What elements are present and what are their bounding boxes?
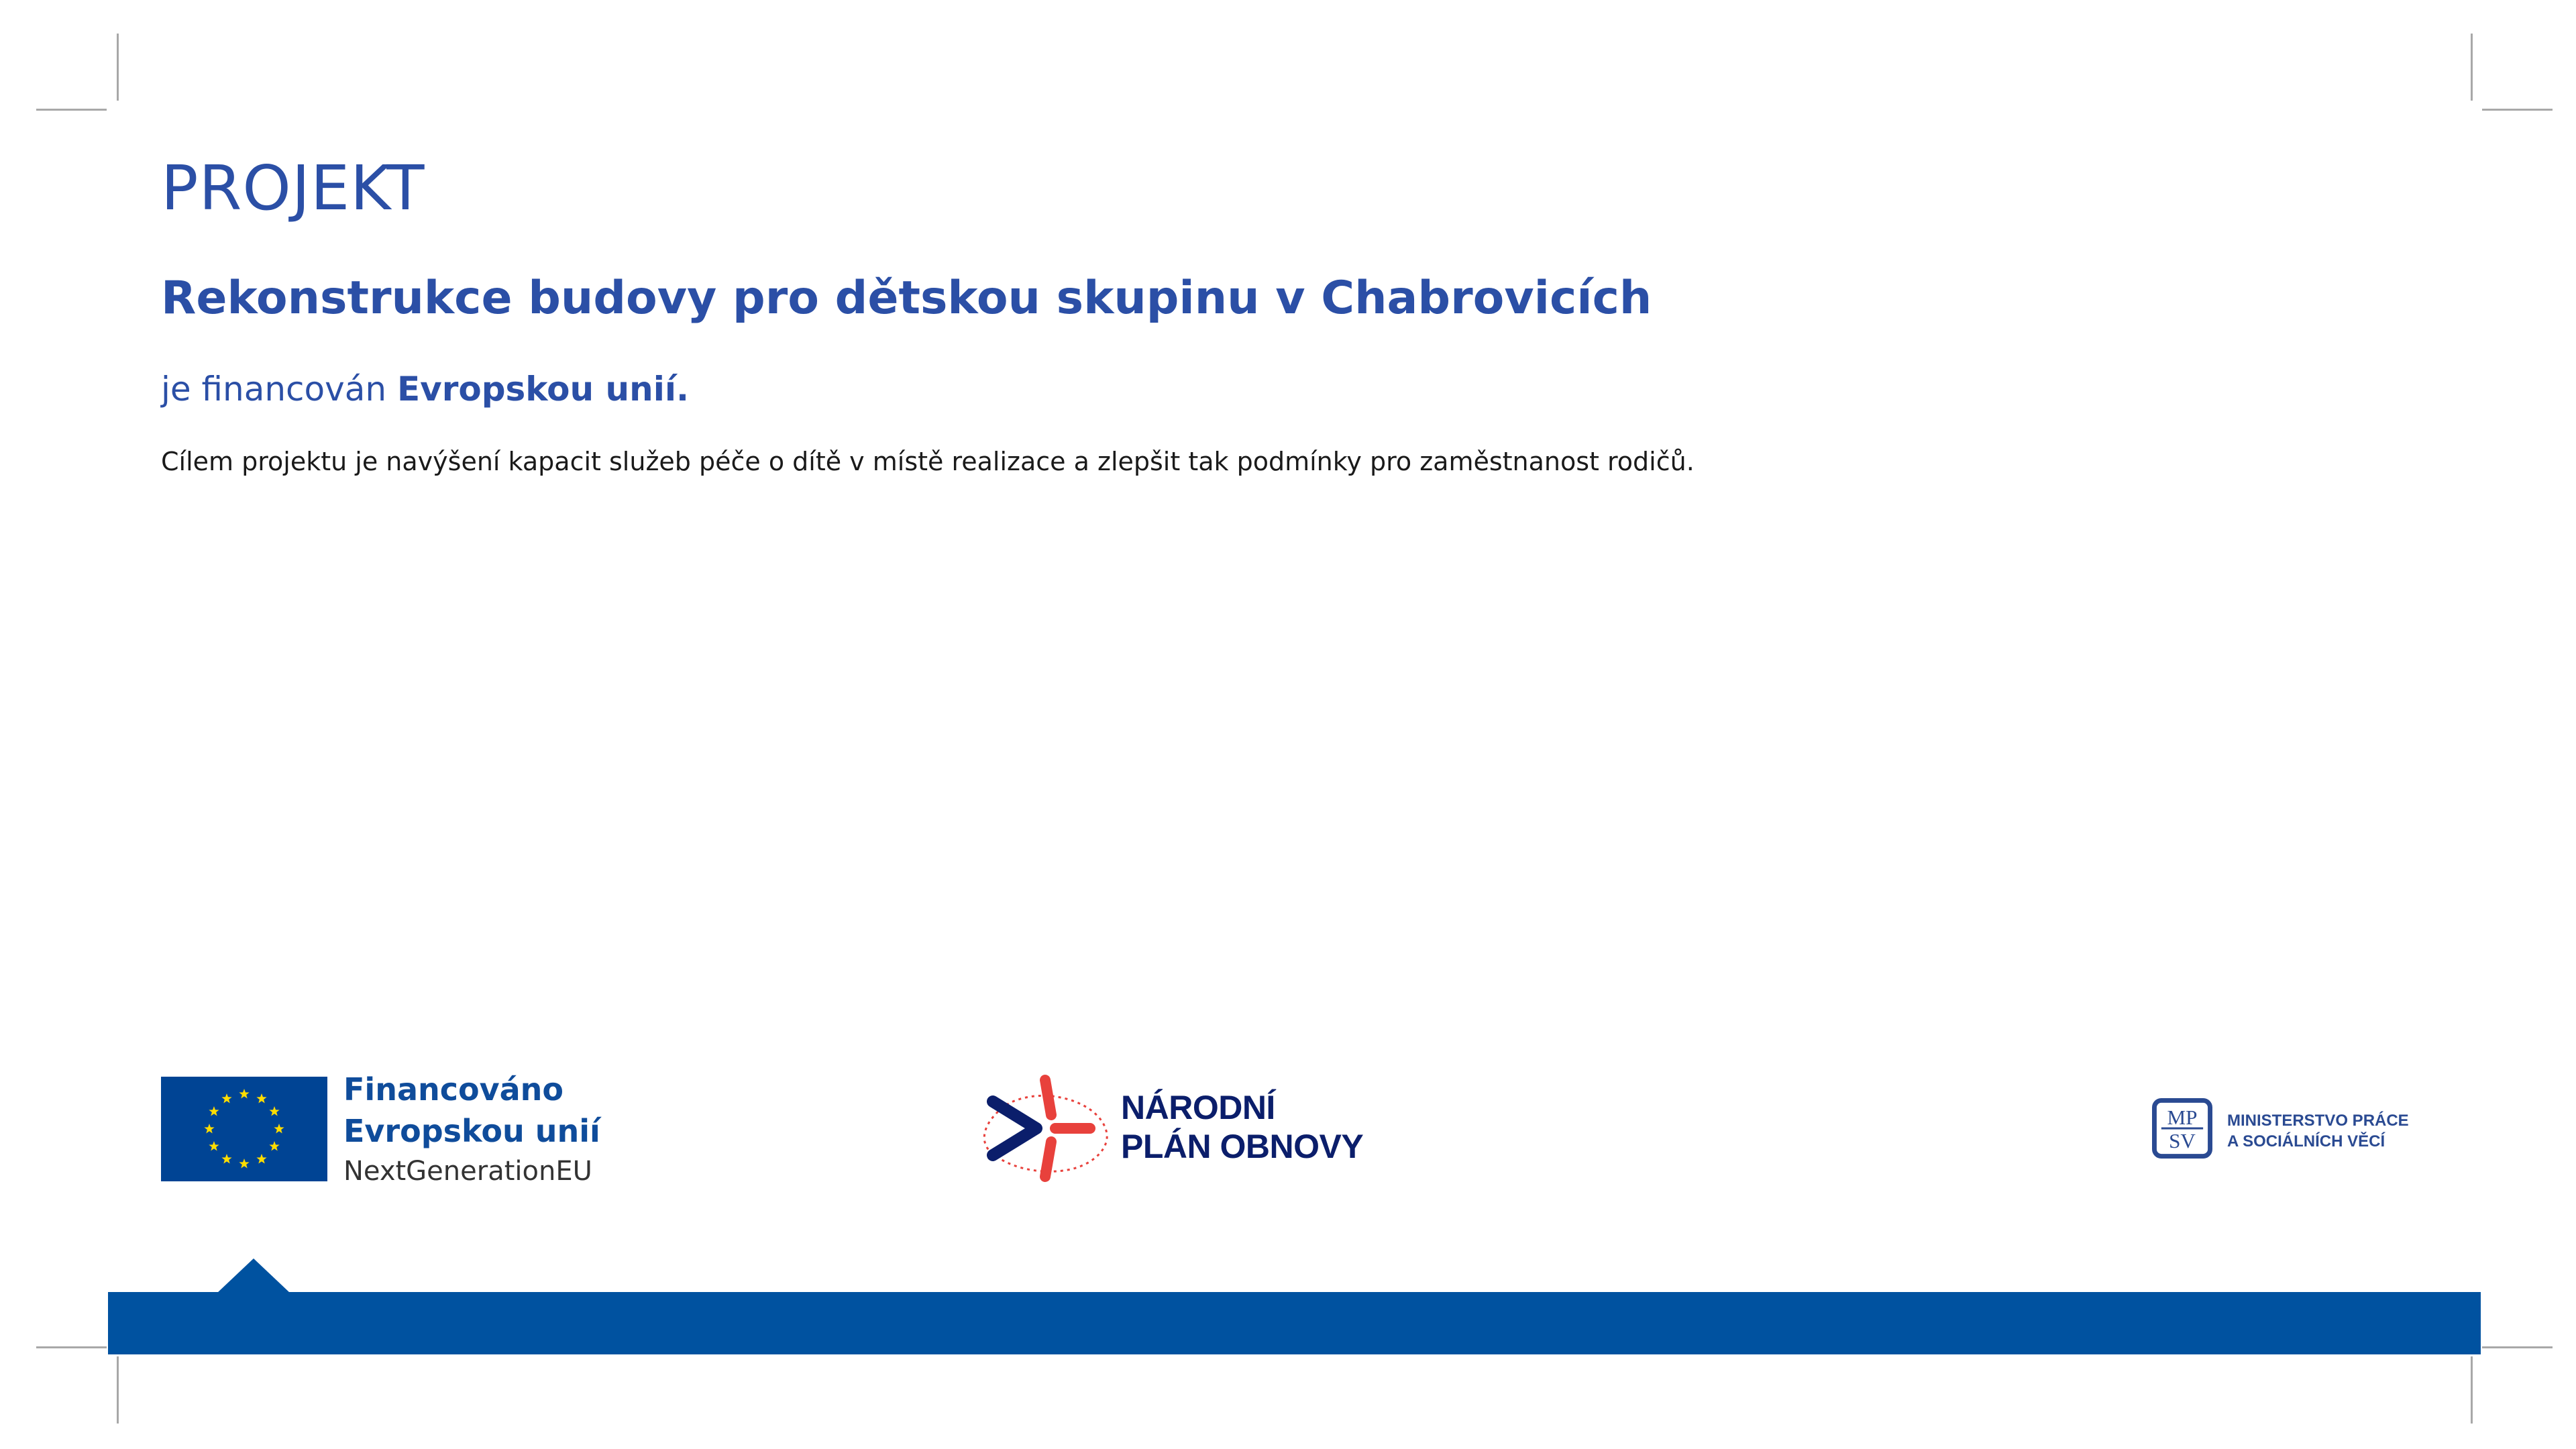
crop-mark-top-right-horizontal — [2482, 109, 2553, 111]
crop-mark-bottom-left-horizontal — [36, 1346, 107, 1348]
project-description: Cílem projektu je navýšení kapacit služeb péče o dítě v místě realizace a zlepšit tak podmínky pro zaměstnanost rodičů. — [161, 447, 1695, 476]
mpsv-mark-bottom: SV — [2169, 1128, 2196, 1152]
funding-emphasis: Evropskou unií. — [396, 370, 690, 409]
eu-flag-icon — [161, 1077, 327, 1181]
funding-statement — [161, 369, 689, 409]
mpsv-emblem-icon — [2152, 1098, 2212, 1159]
eu-logo-line1: Financováno — [343, 1071, 564, 1108]
npo-logo-text — [1121, 1088, 1363, 1166]
mpsv-logo-text — [2227, 1110, 2409, 1152]
mpsv-mark-top: MP — [2167, 1106, 2198, 1130]
crop-mark-bottom-left-vertical — [117, 1356, 119, 1424]
poster-title: PROJEKT — [161, 152, 425, 224]
crop-mark-top-right-vertical — [2471, 34, 2473, 101]
footer-bar — [108, 1292, 2481, 1354]
mpsv-logo-line1: MINISTERSTVO PRÁCE — [2227, 1112, 2409, 1130]
npo-logo-line1: NÁRODNÍ — [1121, 1089, 1275, 1126]
funding-prefix: je financován — [161, 370, 387, 409]
crop-mark-top-left-horizontal — [36, 109, 107, 111]
crop-mark-bottom-right-vertical — [2471, 1356, 2473, 1424]
crop-mark-bottom-right-horizontal — [2482, 1346, 2553, 1348]
eu-logo-line3: NextGenerationEU — [343, 1156, 592, 1187]
eu-logo-line2: Evropskou unií — [343, 1113, 600, 1149]
crop-mark-top-left-vertical — [117, 34, 119, 101]
eu-logo-text — [343, 1069, 600, 1191]
footer-notch — [217, 1258, 290, 1293]
mpsv-logo-line2: A SOCIÁLNÍCH VĚCÍ — [2227, 1132, 2385, 1150]
project-name: Rekonstrukce budovy pro dětskou skupinu v Chabrovicích — [161, 272, 1652, 325]
npo-logo-line2: PLÁN OBNOVY — [1121, 1128, 1364, 1165]
npo-emblem-icon — [969, 1073, 1114, 1187]
